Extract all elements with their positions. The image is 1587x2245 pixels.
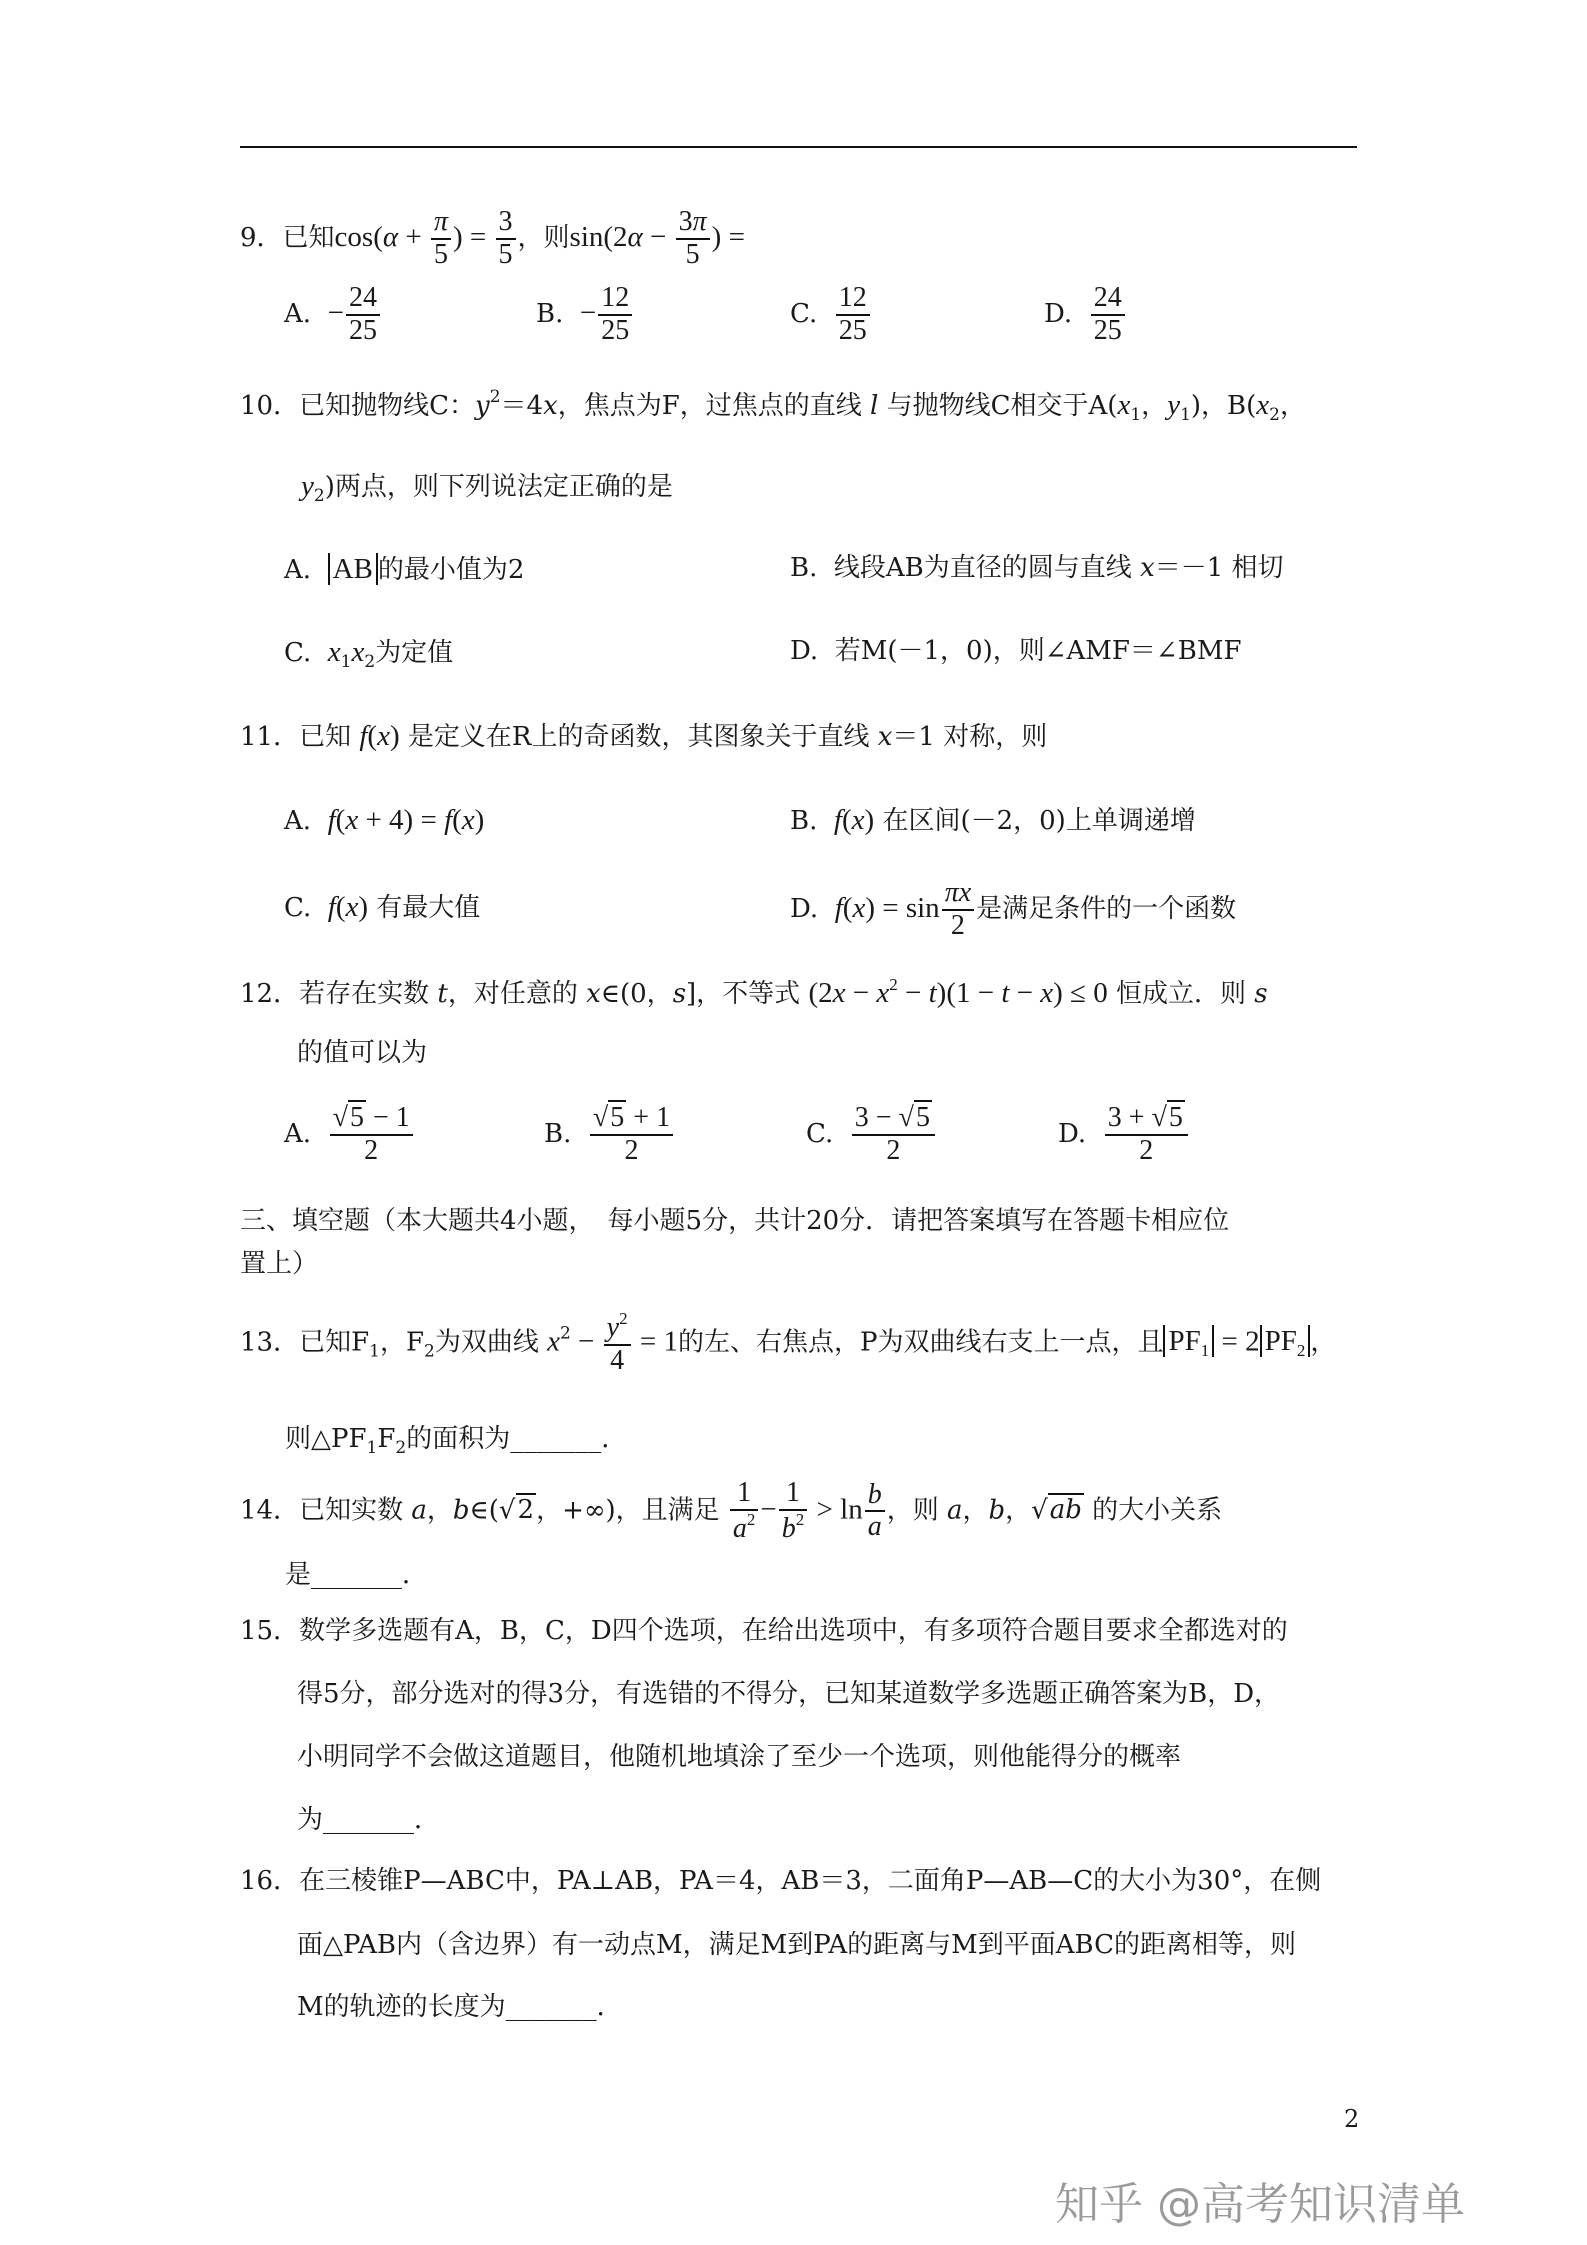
header-rule [240, 146, 1357, 148]
section-3-heading-line-1: 三、填空题（本大题共4小题， 每小题5分，共计20分．请把答案填写在答题卡相应位 [240, 1206, 1230, 1236]
section-3-heading-line-2: 置上） [240, 1249, 319, 1279]
q10-option-c: C. $x_1x_2$为定值 [284, 636, 454, 672]
q10-option-d: D. 若M(－1，0)，则∠AMF＝∠BMF [790, 636, 1242, 666]
q9-option-d: D. $\frac{24}{25}$ [1044, 283, 1127, 347]
q15-line-2: 得5分，部分选对的得3分，有选错的不得分，已知某道数学多选题正确答案为B，D， [297, 1679, 1281, 1709]
q16-line-3: M的轨迹的长度为_______． [297, 1992, 623, 2022]
q16-line-2: 面△PAB内（含边界）有一动点M，满足M到PA的距离与M到平面ABC的距离相等，则 [297, 1930, 1296, 1960]
q16-line-1: 16．在三棱锥P—ABC中，PA⊥AB，PA＝4，AB＝3，二面角P—AB—C的大小为30°，在侧 [240, 1866, 1322, 1896]
q15-line-4: 为_______． [297, 1805, 441, 1835]
q12-stem-line-1: 12．若存在实数 t，对任意的 x∈(0，s]，不等式 $(2x - x^2 - t)(1 - t - x) \le 0$ 恒成立．则 s [240, 975, 1268, 1009]
q12-option-a: A. $\frac{√5 - 1}{2}$ [284, 1103, 415, 1167]
q14-stem-line-2: 是_______． [285, 1560, 429, 1590]
q11-option-b: B. f(x) 在区间(－2，0)上单调递增 [790, 804, 1196, 836]
q9-option-c: C. $\frac{12}{25}$ [790, 283, 872, 347]
q15-line-1: 15．数学多选题有A，B，C，D四个选项，在给出选项中，有多项符合题目要求全都选对的 [240, 1616, 1288, 1646]
page-number: 2 [1344, 2105, 1360, 2133]
q12-option-b: B. $\frac{√5 + 1}{2}$ [544, 1103, 675, 1167]
q12-option-d: D. $\frac{3 + √5}{2}$ [1058, 1103, 1190, 1167]
q11-option-c: C. f(x) 有最大值 [284, 891, 481, 923]
q11-option-d: D. f(x) = sin $\frac{\pi x}{2}$ 是满足条件的一个函数 [790, 877, 1237, 941]
q13-stem-line-2: 则$\triangle PF_1F_2$的面积为_______． [285, 1424, 628, 1458]
q12-option-c: C. $\frac{3 - √5}{2}$ [806, 1103, 937, 1167]
q11-stem: 11．已知 f(x) 是定义在R上的奇函数，其图象关于直线 x＝1 对称，则 [240, 720, 1048, 752]
q10-option-b: B. 线段AB为直径的圆与直线 x＝－1 相切 [790, 553, 1284, 583]
q9-option-b: B. − $\frac{12}{25}$ [536, 283, 634, 347]
q10-stem-line-2: $y_2$)两点，则下列说法定正确的是 [301, 470, 673, 506]
q10-option-a: A. AB 的最小值为2 [284, 553, 525, 585]
q12-stem-line-2: 的值可以为 [297, 1038, 428, 1068]
q15-line-3: 小明同学不会做这道题目，他随机地填涂了至少一个选项，则他能得分的概率 [297, 1742, 1182, 1772]
q10-stem-line-1: 10．已知抛物线C：$y^2=4x$，焦点为F，过焦点的直线 l 与抛物线C相交于$A(x_1$，$y_1$)，$B(x_2$， [240, 387, 1307, 425]
watermark: 知乎 @高考知识清单 [1055, 2179, 1465, 2230]
q9-option-a: A. − $\frac{24}{25}$ [284, 283, 382, 347]
q13-stem-line-1: 13．已知$F_1$，$F_2$为双曲线 $x^2$ − $\frac{y^2}{4}$ = 1的左、右焦点，P为双曲线右支上一点，且 $PF_1 = 2$ $PF_2$ ， [240, 1309, 1337, 1376]
q14-stem-line-1: 14．已知实数 a，b∈(√2，+∞)，且满足 $\frac{1}{a^2}$ − $\frac{1}{b^2}$ > ln $\frac{b}{a}$ ，则 a，b，√ab 的大小关系 [240, 1477, 1223, 1544]
q11-option-a: A. f(x + 4) = f(x) [284, 804, 485, 836]
